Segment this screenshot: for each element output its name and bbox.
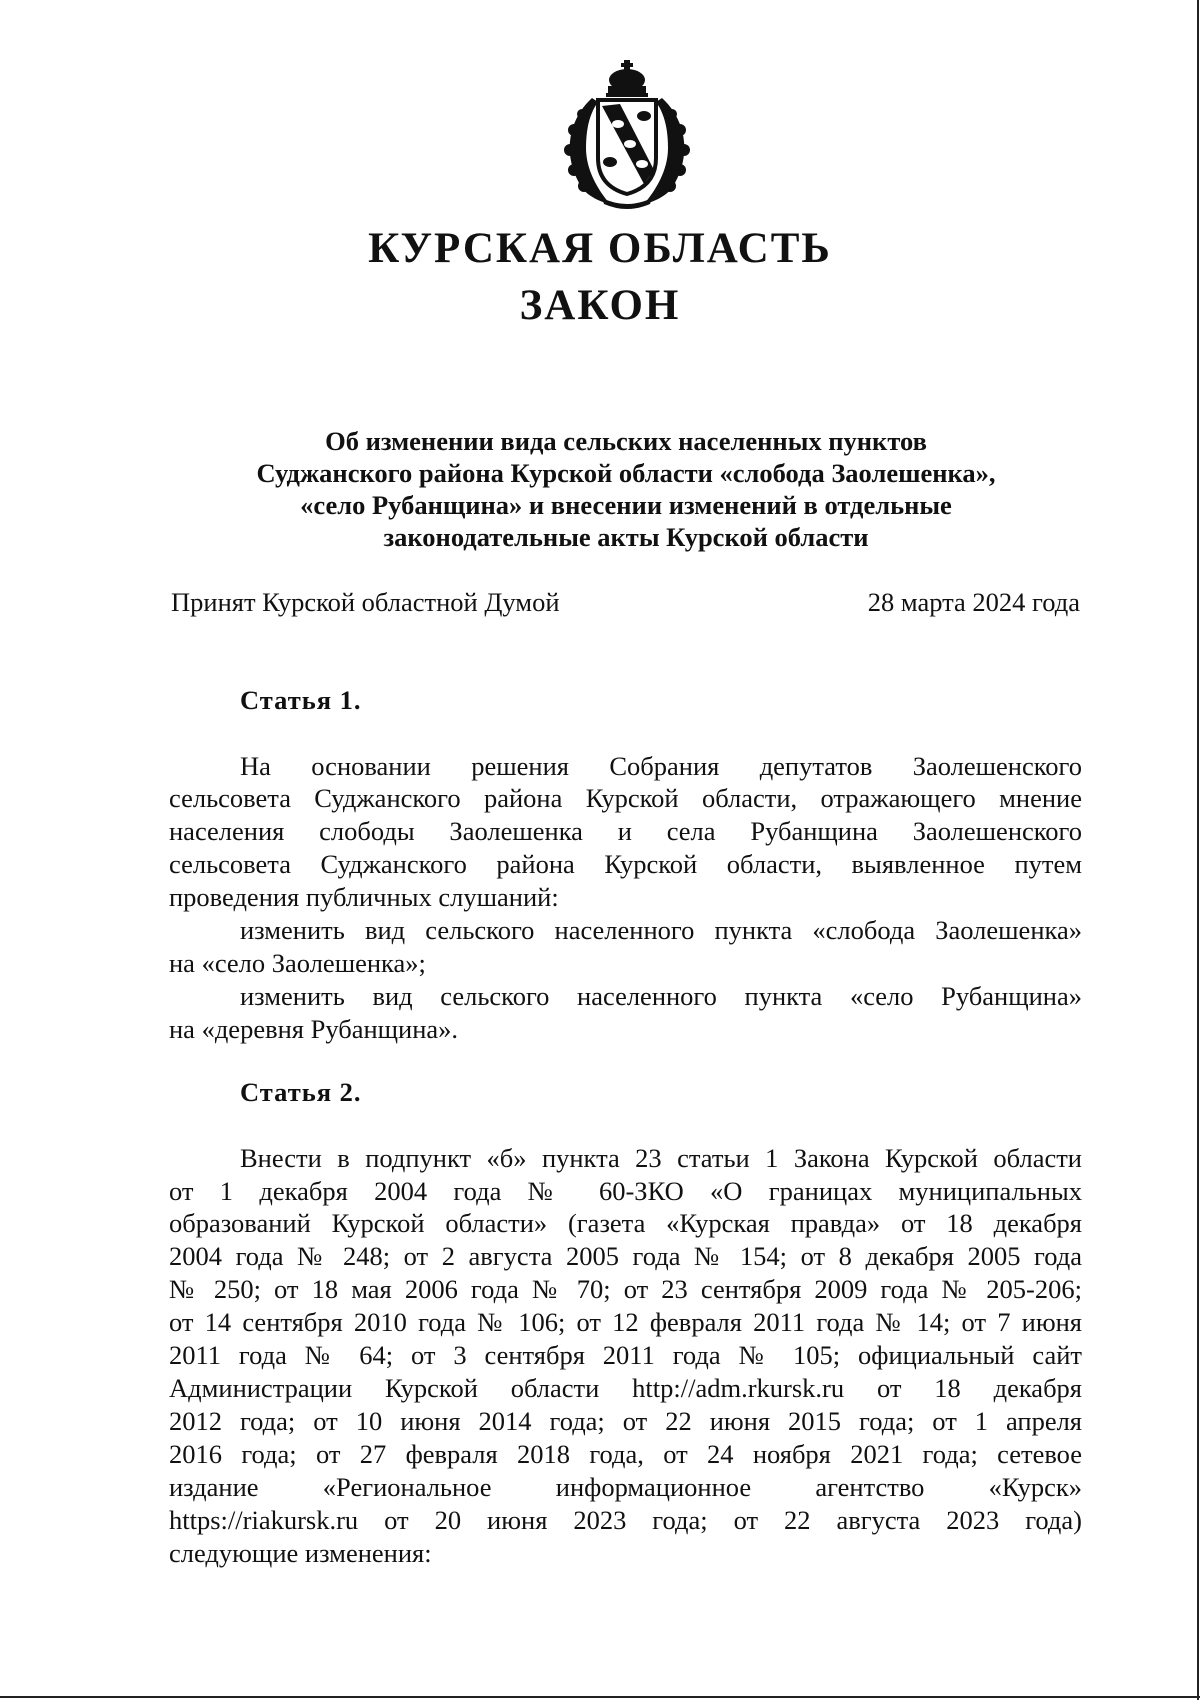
article-1-title: Статья 1. [240,685,362,715]
article-2-line: 2004 года № 248; от 2 августа 2005 года № 154; от 8 декабря 2005 года [169,1241,1082,1271]
article-2-line: № 250; от 18 мая 2006 года № 70; от 23 сентября 2009 года № 205-206; [169,1274,1082,1304]
subject-line: «село Рубанщина» и внесении изменений в отдельные [300,490,952,520]
region-title: КУРСКАЯ ОБЛАСТЬ [368,225,832,272]
article-2-line: https://riakursk.ru от 20 июня 2023 года; от 22 августа 2023 года) [169,1505,1082,1535]
article-2-line: Администрации Курской области http://adm.rkursk.ru от 18 декабря [169,1373,1082,1403]
scan-edge-bottom [0,1696,1200,1698]
subject-line: Суджанского района Курской области «слобода Заолешенка», [256,458,996,488]
article-1-line: на «деревня Рубанщина». [169,1014,459,1044]
law-subject [170,425,1082,553]
document-type-title: ЗАКОН [519,282,681,329]
article-1-line: сельсовета Суджанского района Курской области, выявленное путем [169,849,1082,879]
article-2-line: издание «Региональное информационное агентство «Курск» [169,1472,1082,1502]
article-2-line: 2016 года; от 27 февраля 2018 года, от 24 ноября 2021 года; сетевое [169,1439,1082,1469]
article-1-line: изменить вид сельского населенного пункта «село Рубанщина» [240,981,1082,1011]
article-2-title: Статья 2. [240,1077,362,1107]
subject-line: законодательные акты Курской области [383,522,869,552]
adopted-by: Принят Курской областной Думой [171,587,560,617]
article-1-line: населения слободы Заолешенка и села Рубанщина Заолешенского [169,816,1082,846]
article-2-line: 2011 года № 64; от 3 сентября 2011 года № 105; официальный сайт [169,1340,1082,1370]
article-1-line: на «село Заолешенка»; [169,948,426,978]
article-2-line: от 1 декабря 2004 года № 60-ЗКО «О границах муниципальных [169,1176,1082,1206]
article-1-line: изменить вид сельского населенного пункта «слобода Заолешенка» [240,915,1082,945]
article-2-line: Внести в подпункт «б» пункта 23 статьи 1 Закона Курской области [240,1143,1082,1173]
adoption-date: 28 марта 2024 года [867,587,1080,617]
article-2-line: следующие изменения: [169,1538,432,1568]
article-2-line: от 14 сентября 2010 года № 106; от 12 февраля 2011 года № 14; от 7 июня [169,1307,1082,1337]
article-2-line: 2012 года; от 10 июня 2014 года; от 22 июня 2015 года; от 1 апреля [169,1406,1082,1436]
article-1-line: проведения публичных слушаний: [169,882,559,912]
coat-of-arms-emblem [552,58,702,210]
article-2-line: образований Курской области» (газета «Курская правда» от 18 декабря [169,1208,1082,1238]
article-1-line: На основании решения Собрания депутатов Заолешенского [240,751,1082,781]
subject-line: Об изменении вида сельских населенных пунктов [325,426,927,456]
article-1-line: сельсовета Суджанского района Курской области, отражающего мнение [169,783,1082,813]
